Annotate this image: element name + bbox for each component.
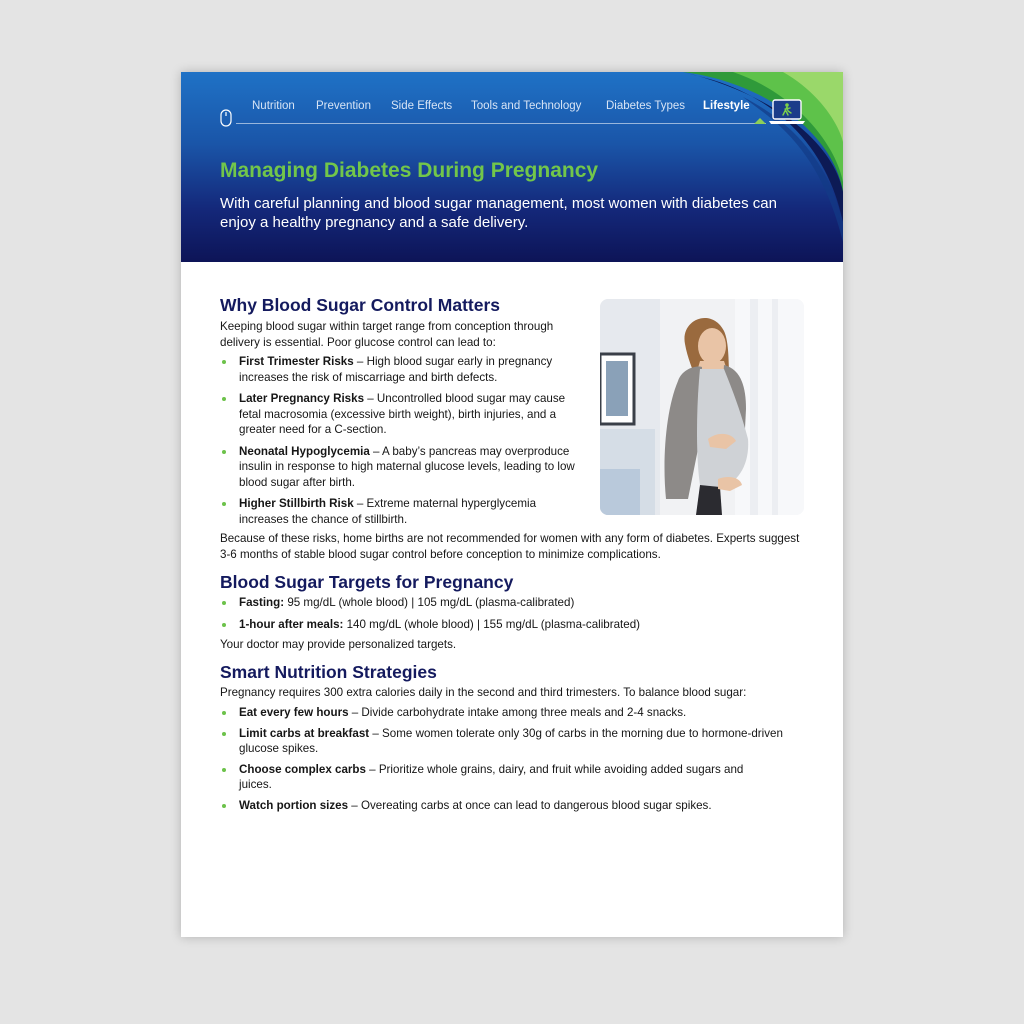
list-item-term: Choose complex carbs xyxy=(239,762,366,776)
list-item-text: – Divide carbohydrate intake among three meals and 2-4 snacks. xyxy=(348,706,687,719)
list-item xyxy=(220,798,810,814)
section-heading-targets: Blood Sugar Targets for Pregnancy xyxy=(220,572,514,592)
nav-item-prevention[interactable]: Prevention xyxy=(316,100,371,112)
nutrition-list xyxy=(220,705,810,813)
list-item xyxy=(220,496,578,527)
nav-divider xyxy=(236,123,766,124)
list-item-term: Fasting: xyxy=(239,596,285,609)
list-item-text: 95 mg/dL (whole blood) | 105 mg/dL (plasma-calibrated) xyxy=(284,596,575,609)
nav-item-tools-and-technology[interactable]: Tools and Technology xyxy=(471,100,582,112)
main-content xyxy=(220,294,810,813)
list-item-term: Neonatal Hypoglycemia xyxy=(239,444,370,458)
page-header xyxy=(181,72,843,262)
list-item-text: – High blood sugar early in pregnancy increases the risk of miscarriage and birth defects. xyxy=(239,355,553,384)
list-item-text: – Prioritize whole grains, dairy, and fruit while avoiding added sugars and juices. xyxy=(239,762,744,791)
list-item xyxy=(220,391,578,438)
nutrition-intro: Pregnancy requires 300 extra calories daily in the second and third trimesters. To balance blood sugar: xyxy=(220,685,747,699)
list-item-text: – Uncontrolled blood sugar may cause fetal macrosomia (excessive birth weight), birth injuries, and a greater need for a C-section. xyxy=(239,392,566,436)
nav-item-lifestyle[interactable]: Lifestyle xyxy=(703,100,750,112)
list-item xyxy=(220,726,810,757)
list-item-text: – Overeating carbs at once can lead to dangerous blood sugar spikes. xyxy=(348,798,712,812)
why-outro: Because of these risks, home births are not recommended for women with any form of diabetes. Experts suggest 3-6 months of stable blood sugar control before conception to minimize complications. xyxy=(220,532,800,561)
page-subtitle: With careful planning and blood sugar management, most women with diabetes can enjoy a healthy pregnancy and a safe delivery. xyxy=(220,195,777,231)
active-nav-indicator xyxy=(754,118,766,124)
list-item xyxy=(220,617,810,633)
laptop-icon xyxy=(768,98,806,126)
nav-item-diabetes-types[interactable]: Diabetes Types xyxy=(606,100,686,112)
list-item-term: Higher Stillbirth Risk xyxy=(239,497,354,510)
list-item-text: – Some women tolerate only 30g of carbs in the morning due to hormone-driven glucose spikes. xyxy=(239,726,783,755)
document-page xyxy=(181,72,843,937)
list-item xyxy=(220,762,779,793)
top-nav xyxy=(220,94,755,126)
targets-outro: Your doctor may provide personalized targets. xyxy=(220,638,457,651)
list-item xyxy=(220,595,810,611)
list-item-term: First Trimester Risks xyxy=(239,355,354,368)
mouse-icon xyxy=(220,109,232,127)
list-item-text: 140 mg/dL (whole blood) | 155 mg/dL (plasma-calibrated) xyxy=(343,617,641,631)
nav-item-nutrition[interactable]: Nutrition xyxy=(252,100,295,112)
list-item xyxy=(220,444,578,491)
list-item xyxy=(220,705,810,721)
list-item-term: 1-hour after meals: xyxy=(239,617,344,631)
page-title: Managing Diabetes During Pregnancy xyxy=(220,159,599,182)
section-heading-nutrition: Smart Nutrition Strategies xyxy=(220,661,437,682)
why-intro: Keeping blood sugar within target range from conception through delivery is essential. Poor glucose control can lead to: xyxy=(220,320,554,349)
list-item xyxy=(220,354,578,385)
list-item-term: Watch portion sizes xyxy=(239,798,349,812)
nav-item-side-effects[interactable]: Side Effects xyxy=(391,100,453,112)
list-item-term: Later Pregnancy Risks xyxy=(239,392,365,405)
section-heading-why: Why Blood Sugar Control Matters xyxy=(220,295,500,315)
targets-list xyxy=(220,595,810,632)
list-item-term: Limit carbs at breakfast xyxy=(239,726,370,740)
list-item-text: – Extreme maternal hyperglycemia increases the chance of stillbirth. xyxy=(239,497,537,526)
list-item-term: Eat every few hours xyxy=(239,706,349,719)
why-risk-list xyxy=(220,354,578,527)
list-item-text: – A baby’s pancreas may overproduce insulin in response to high maternal glucose levels, leading to low blood sugar after birth. xyxy=(239,444,575,489)
